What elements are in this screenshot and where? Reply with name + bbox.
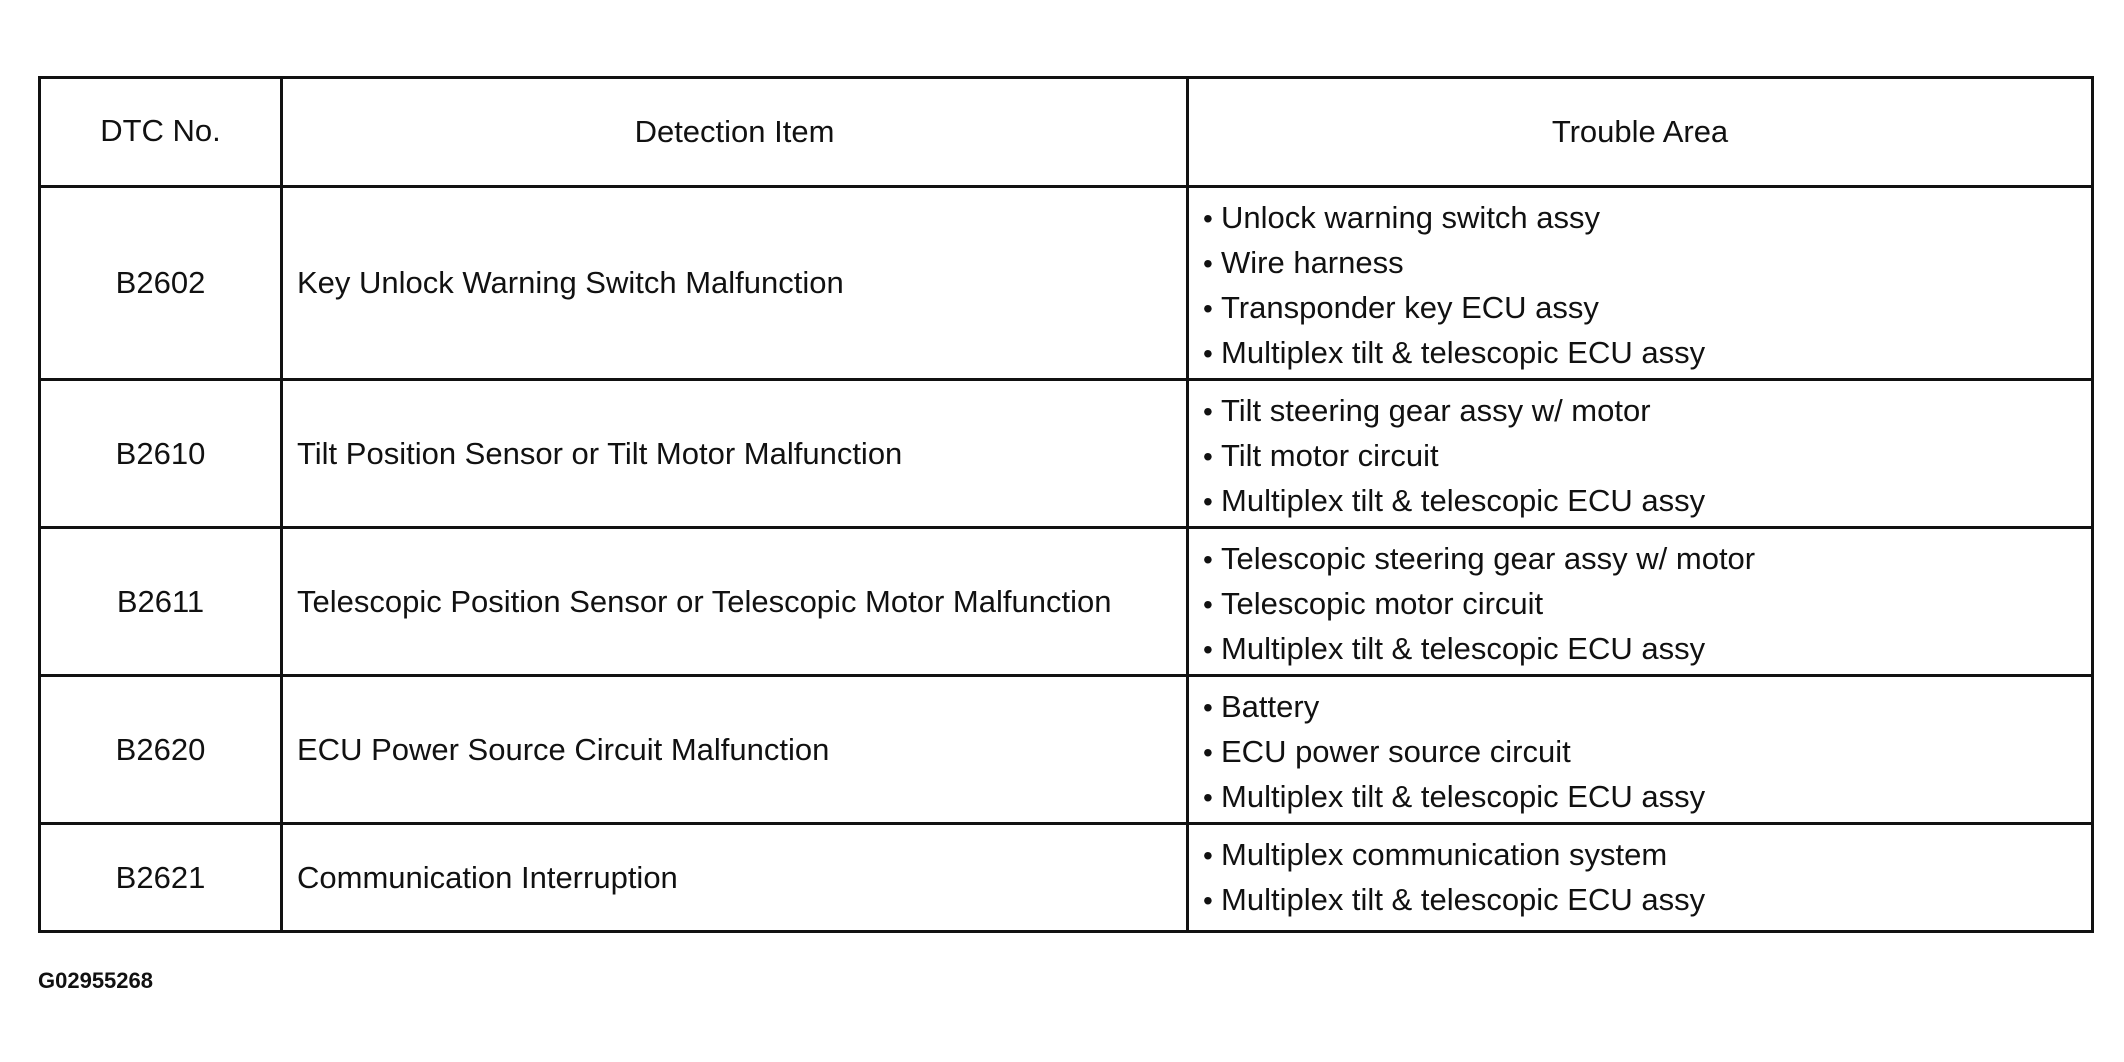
trouble-list-item: • Multiplex tilt & telescopic ECU assy [1203, 479, 2091, 524]
table-row [40, 824, 2093, 932]
detection-item: Tilt Position Sensor or Tilt Motor Malfunction [282, 380, 1188, 528]
trouble-area [1188, 528, 2093, 676]
trouble-list-item: • Multiplex tilt & telescopic ECU assy [1203, 775, 2091, 820]
bullet-icon: • [1203, 396, 1213, 427]
bullet-icon: • [1203, 885, 1213, 916]
trouble-list [1203, 389, 2091, 524]
header-trouble-area: Trouble Area [1188, 78, 2093, 187]
bullet-icon: • [1203, 634, 1213, 665]
trouble-list-item: • Multiplex tilt & telescopic ECU assy [1203, 627, 2091, 672]
dtc-code: B2620 [40, 676, 282, 824]
bullet-icon: • [1203, 441, 1213, 472]
table-row [40, 380, 2093, 528]
bullet-icon: • [1203, 544, 1213, 575]
table-row [40, 676, 2093, 824]
trouble-area [1188, 676, 2093, 824]
bullet-icon: • [1203, 840, 1213, 871]
detection-item: Telescopic Position Sensor or Telescopic Motor Malfunction [282, 528, 1188, 676]
bullet-icon: • [1203, 782, 1213, 813]
trouble-list [1203, 537, 2091, 672]
figure-id: G02955268 [38, 968, 153, 993]
trouble-list [1203, 833, 2091, 923]
trouble-area [1188, 187, 2093, 380]
trouble-list-item: • Wire harness [1203, 241, 2091, 286]
detection-item: Communication Interruption [282, 824, 1188, 932]
detection-item: ECU Power Source Circuit Malfunction [282, 676, 1188, 824]
bullet-icon: • [1203, 486, 1213, 517]
dtc-table [38, 76, 2094, 933]
bullet-icon: • [1203, 248, 1213, 279]
bullet-icon: • [1203, 589, 1213, 620]
trouble-list-item: • Telescopic motor circuit [1203, 582, 2091, 627]
trouble-list-item: • Multiplex tilt & telescopic ECU assy [1203, 331, 2091, 376]
trouble-list-item: • Battery [1203, 685, 2091, 730]
bullet-icon: • [1203, 293, 1213, 324]
dtc-code: B2610 [40, 380, 282, 528]
trouble-area [1188, 380, 2093, 528]
bullet-icon: • [1203, 737, 1213, 768]
trouble-list-item: • Multiplex communication system [1203, 833, 2091, 878]
dtc-code: B2602 [40, 187, 282, 380]
bullet-icon: • [1203, 692, 1213, 723]
header-detection-item: Detection Item [282, 78, 1188, 187]
trouble-list-item: • Tilt steering gear assy w/ motor [1203, 389, 2091, 434]
trouble-list-item: • Tilt motor circuit [1203, 434, 2091, 479]
trouble-list-item: • Transponder key ECU assy [1203, 286, 2091, 331]
bullet-icon: • [1203, 203, 1213, 234]
dtc-code: B2621 [40, 824, 282, 932]
trouble-list-item: • Telescopic steering gear assy w/ motor [1203, 537, 2091, 582]
trouble-list-item: • ECU power source circuit [1203, 730, 2091, 775]
trouble-list-item: • Multiplex tilt & telescopic ECU assy [1203, 878, 2091, 923]
table-row [40, 187, 2093, 380]
trouble-area [1188, 824, 2093, 932]
header-dtc-no: DTC No. [40, 78, 282, 187]
table-row [40, 528, 2093, 676]
bullet-icon: • [1203, 338, 1213, 369]
trouble-list-item: • Unlock warning switch assy [1203, 196, 2091, 241]
dtc-code: B2611 [40, 528, 282, 676]
table-header-row [40, 78, 2093, 187]
detection-item: Key Unlock Warning Switch Malfunction [282, 187, 1188, 380]
trouble-list [1203, 196, 2091, 376]
trouble-list [1203, 685, 2091, 820]
